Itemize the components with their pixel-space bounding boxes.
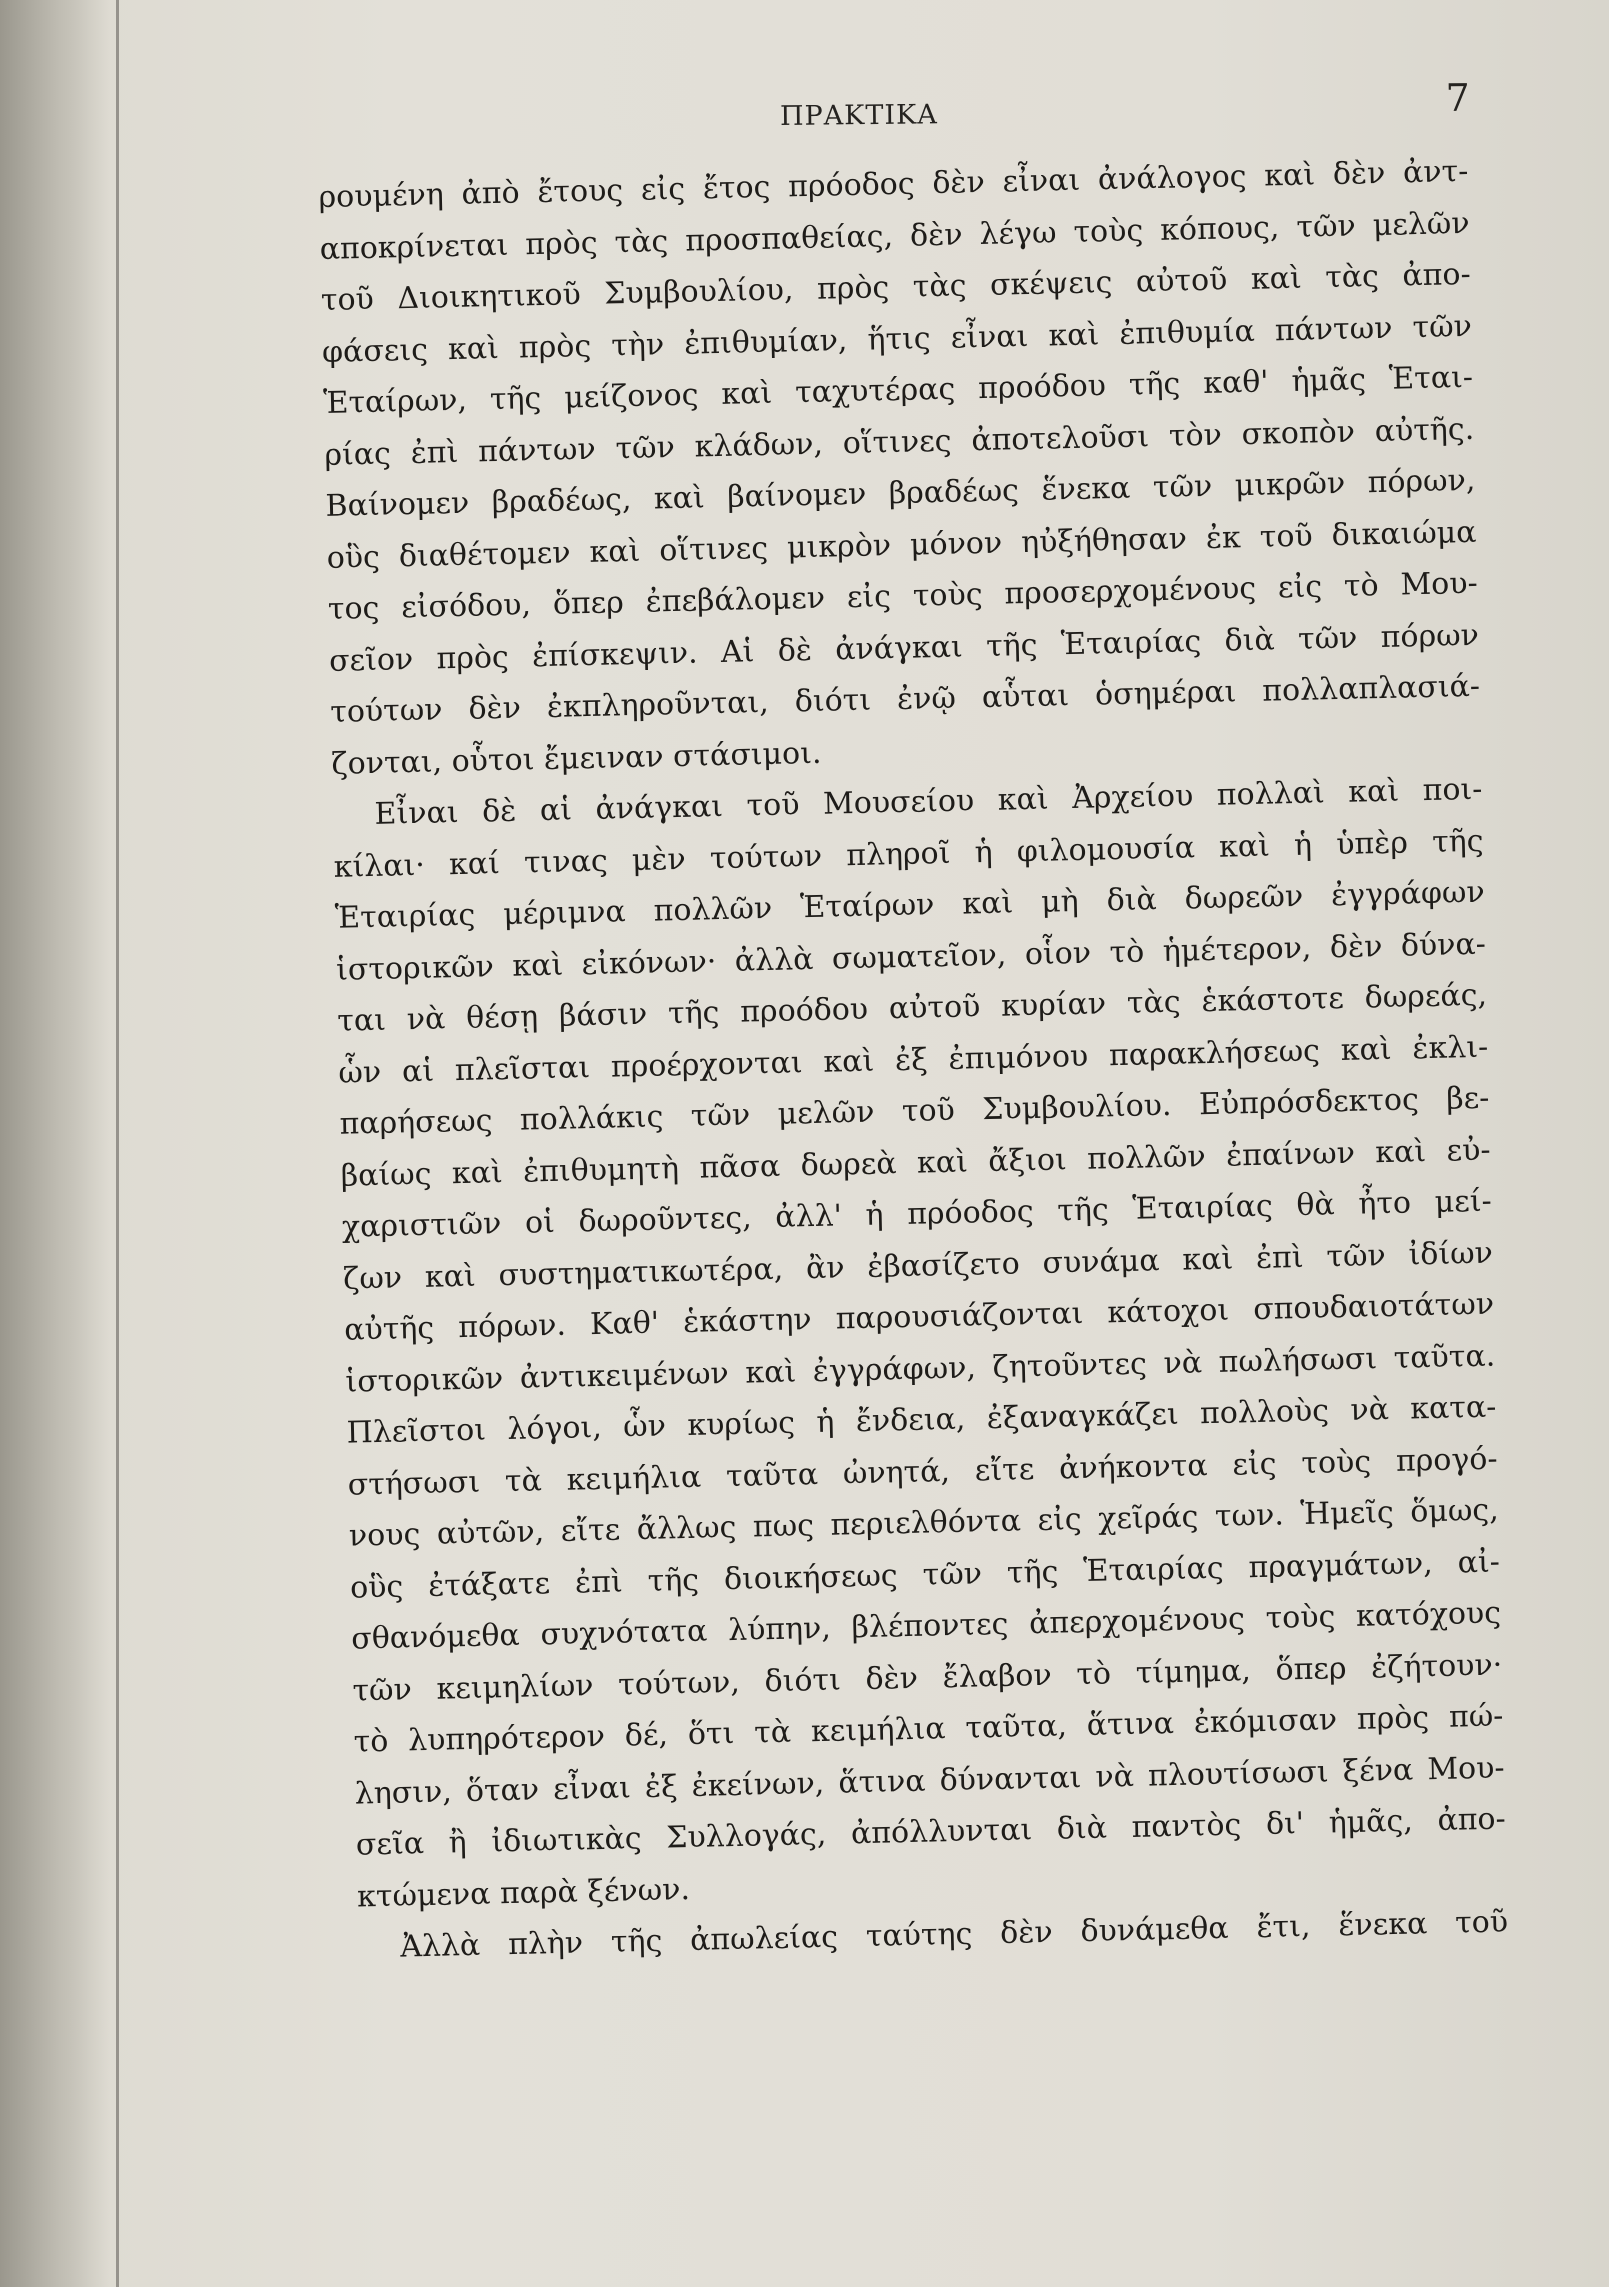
text-line: τὸ λυπηρότερον δέ, ὅτι τὰ κειμήλια ταῦτα, ἅτινα ἐκόμισαν πρὸς πώ-	[353, 1698, 1504, 1760]
text-line: σεῖον πρὸς ἐπίσκεψιν. Αἱ δὲ ἀνάγκαι τῆς Ἑταιρίας διὰ τῶν πόρων	[328, 617, 1480, 679]
body-text	[318, 146, 1509, 1974]
running-title: ΠΡΑΚΤΙΚΑ	[779, 99, 938, 132]
text-line: Ἑταιρίας μέριμνα πολλῶν Ἑταίρων καὶ μὴ διὰ δωρεῶν ἐγγράφων	[334, 874, 1486, 936]
text-line: ἱστορικῶν ἀντικειμένων καὶ ἐγγράφων, ζητοῦντες νὰ πωλήσωσι ταῦτα.	[345, 1338, 1496, 1400]
text-line: λησιν, ὅταν εἶναι ἐξ ἐκείνων, ἅτινα δύνανται νὰ πλουτίσωσι ξένα Μου-	[354, 1749, 1505, 1812]
text-line: ζονται, οὗτοι ἔμειναν στάσιμοι.	[331, 735, 822, 782]
text-line: ὧν αἱ πλεῖσται προέρχονται καὶ ἐξ ἐπιμόνου παρακλήσεως καὶ ἐκλι-	[338, 1029, 1489, 1091]
text-line: ἱστορικῶν καὶ εἰκόνων· ἀλλὰ σωματεῖον, οἷον τὸ ἡμέτερον, δὲν δύνα-	[335, 926, 1487, 988]
page-number: 7	[1445, 75, 1471, 121]
text-line: τῶν κειμηλίων τούτων, διότι δὲν ἔλαβον τὸ τίμημα, ὅπερ ἐζήτουν·	[352, 1647, 1503, 1709]
binding-edge-line	[116, 0, 119, 2287]
text-line: τούτων δὲν ἐκπληροῦνται, διότι ἐνῷ αὗται ὁσημέραι πολλαπλασιά-	[329, 668, 1481, 730]
text-line: ζων καὶ συστηματικωτέρα, ἂν ἐβασίζετο συνάμα καὶ ἐπὶ τῶν ἰδίων	[342, 1235, 1494, 1297]
text-line: Ἀλλὰ πλὴν τῆς ἀπωλείας ταύτης δὲν δυνάμεθα ἔτι, ἕνεκα τοῦ	[399, 1904, 1509, 1965]
text-line: παρήσεως πολλάκις τῶν μελῶν τοῦ Συμβουλίου. Εὐπρόσδεκτος βε-	[339, 1080, 1490, 1142]
text-line: οὓς διαθέτομεν καὶ οἵτινες μικρὸν μόνον ηὐξήθησαν ἐκ τοῦ δικαιώμα	[326, 514, 1477, 576]
text-line: στήσωσι τὰ κειμήλια ταῦτα ὠνητά, εἴτε ἀνήκοντα εἰς τοὺς προγό-	[347, 1441, 1498, 1503]
text-line: χαριστιῶν οἱ δωροῦντες, ἀλλ' ἡ πρόοδος τῆς Ἑταιρίας θὰ ἦτο μεί-	[341, 1183, 1493, 1245]
text-line: κτώμενα παρὰ ξένων.	[356, 1871, 691, 1915]
text-line: τοῦ Διοικητικοῦ Συμβουλίου, πρὸς τὰς σκέψεις αὐτοῦ καὶ τὰς ἀπο-	[320, 256, 1472, 318]
text-line: φάσεις καὶ πρὸς τὴν ἐπιθυμίαν, ἥτις εἶναι καὶ ἐπιθυμία πάντων τῶν	[321, 308, 1473, 370]
text-line: τος εἰσόδου, ὅπερ ἐπεβάλομεν εἰς τοὺς προσερχομένους εἰς τὸ Μου-	[327, 565, 1479, 627]
text-line: κίλαι· καί τινας μὲν τούτων πληροῖ ἡ φιλομουσία καὶ ἡ ὑπὲρ τῆς	[333, 823, 1484, 885]
text-line: νους αὐτῶν, εἴτε ἄλλως πως περιελθόντα εἰς χεῖράς των. Ἡμεῖς ὅμως,	[348, 1492, 1500, 1554]
text-line: ρίας ἐπὶ πάντων τῶν κλάδων, οἵτινες ἀποτελοῦσι τὸν σκοπὸν αὐτῆς.	[324, 411, 1475, 473]
text-line: Πλεῖστοι λόγοι, ὧν κυρίως ἡ ἔνδεια, ἐξαναγκάζει πολλοὺς νὰ κατα-	[346, 1389, 1497, 1451]
binding-gutter	[0, 0, 110, 2287]
text-line: ρουμένη ἀπὸ ἔτους εἰς ἔτος πρόοδος δὲν εἶναι ἀνάλογος καὶ δὲν ἀντ-	[318, 153, 1469, 215]
text-line: σθανόμεθα συχνότατα λύπην, βλέποντες ἀπερχομένους τοὺς κατόχους	[350, 1595, 1502, 1657]
text-line: Βαίνομεν βραδέως, καὶ βαίνομεν βραδέως ἕνεκα τῶν μικρῶν πόρων,	[325, 462, 1476, 524]
text-line: Εἶναι δὲ αἱ ἀνάγκαι τοῦ Μουσείου καὶ Ἀρχείου πολλαὶ καὶ ποι-	[374, 771, 1483, 832]
text-line: αποκρίνεται πρὸς τὰς προσπαθείας, δὲν λέγω τοὺς κόπους, τῶν μελῶν	[319, 205, 1470, 267]
text-line: σεῖα ἢ ἰδιωτικὰς Συλλογάς, ἀπόλλυνται διὰ παντὸς δι' ἡμᾶς, ἀπο-	[355, 1801, 1507, 1863]
page-header	[300, 76, 1471, 148]
text-line: βαίως καὶ ἐπιθυμητὴ πᾶσα δωρεὰ καὶ ἄξιοι πολλῶν ἐπαίνων καὶ εὐ-	[340, 1132, 1491, 1194]
text-line: οὓς ἐτάξατε ἐπὶ τῆς διοικήσεως τῶν τῆς Ἑταιρίας πραγμάτων, αἰ-	[349, 1544, 1501, 1606]
text-line: αὐτῆς πόρων. Καθ' ἑκάστην παρουσιάζονται κάτοχοι σπουδαιοτάτων	[343, 1286, 1495, 1348]
text-line: Ἑταίρων, τῆς μείζονος καὶ ταχυτέρας προόδου τῆς καθ' ἡμᾶς Ἑται-	[322, 359, 1474, 421]
text-line: ται νὰ θέσῃ βάσιν τῆς προόδου αὐτοῦ κυρίαν τὰς ἑκάστοτε δωρεάς,	[336, 977, 1488, 1039]
